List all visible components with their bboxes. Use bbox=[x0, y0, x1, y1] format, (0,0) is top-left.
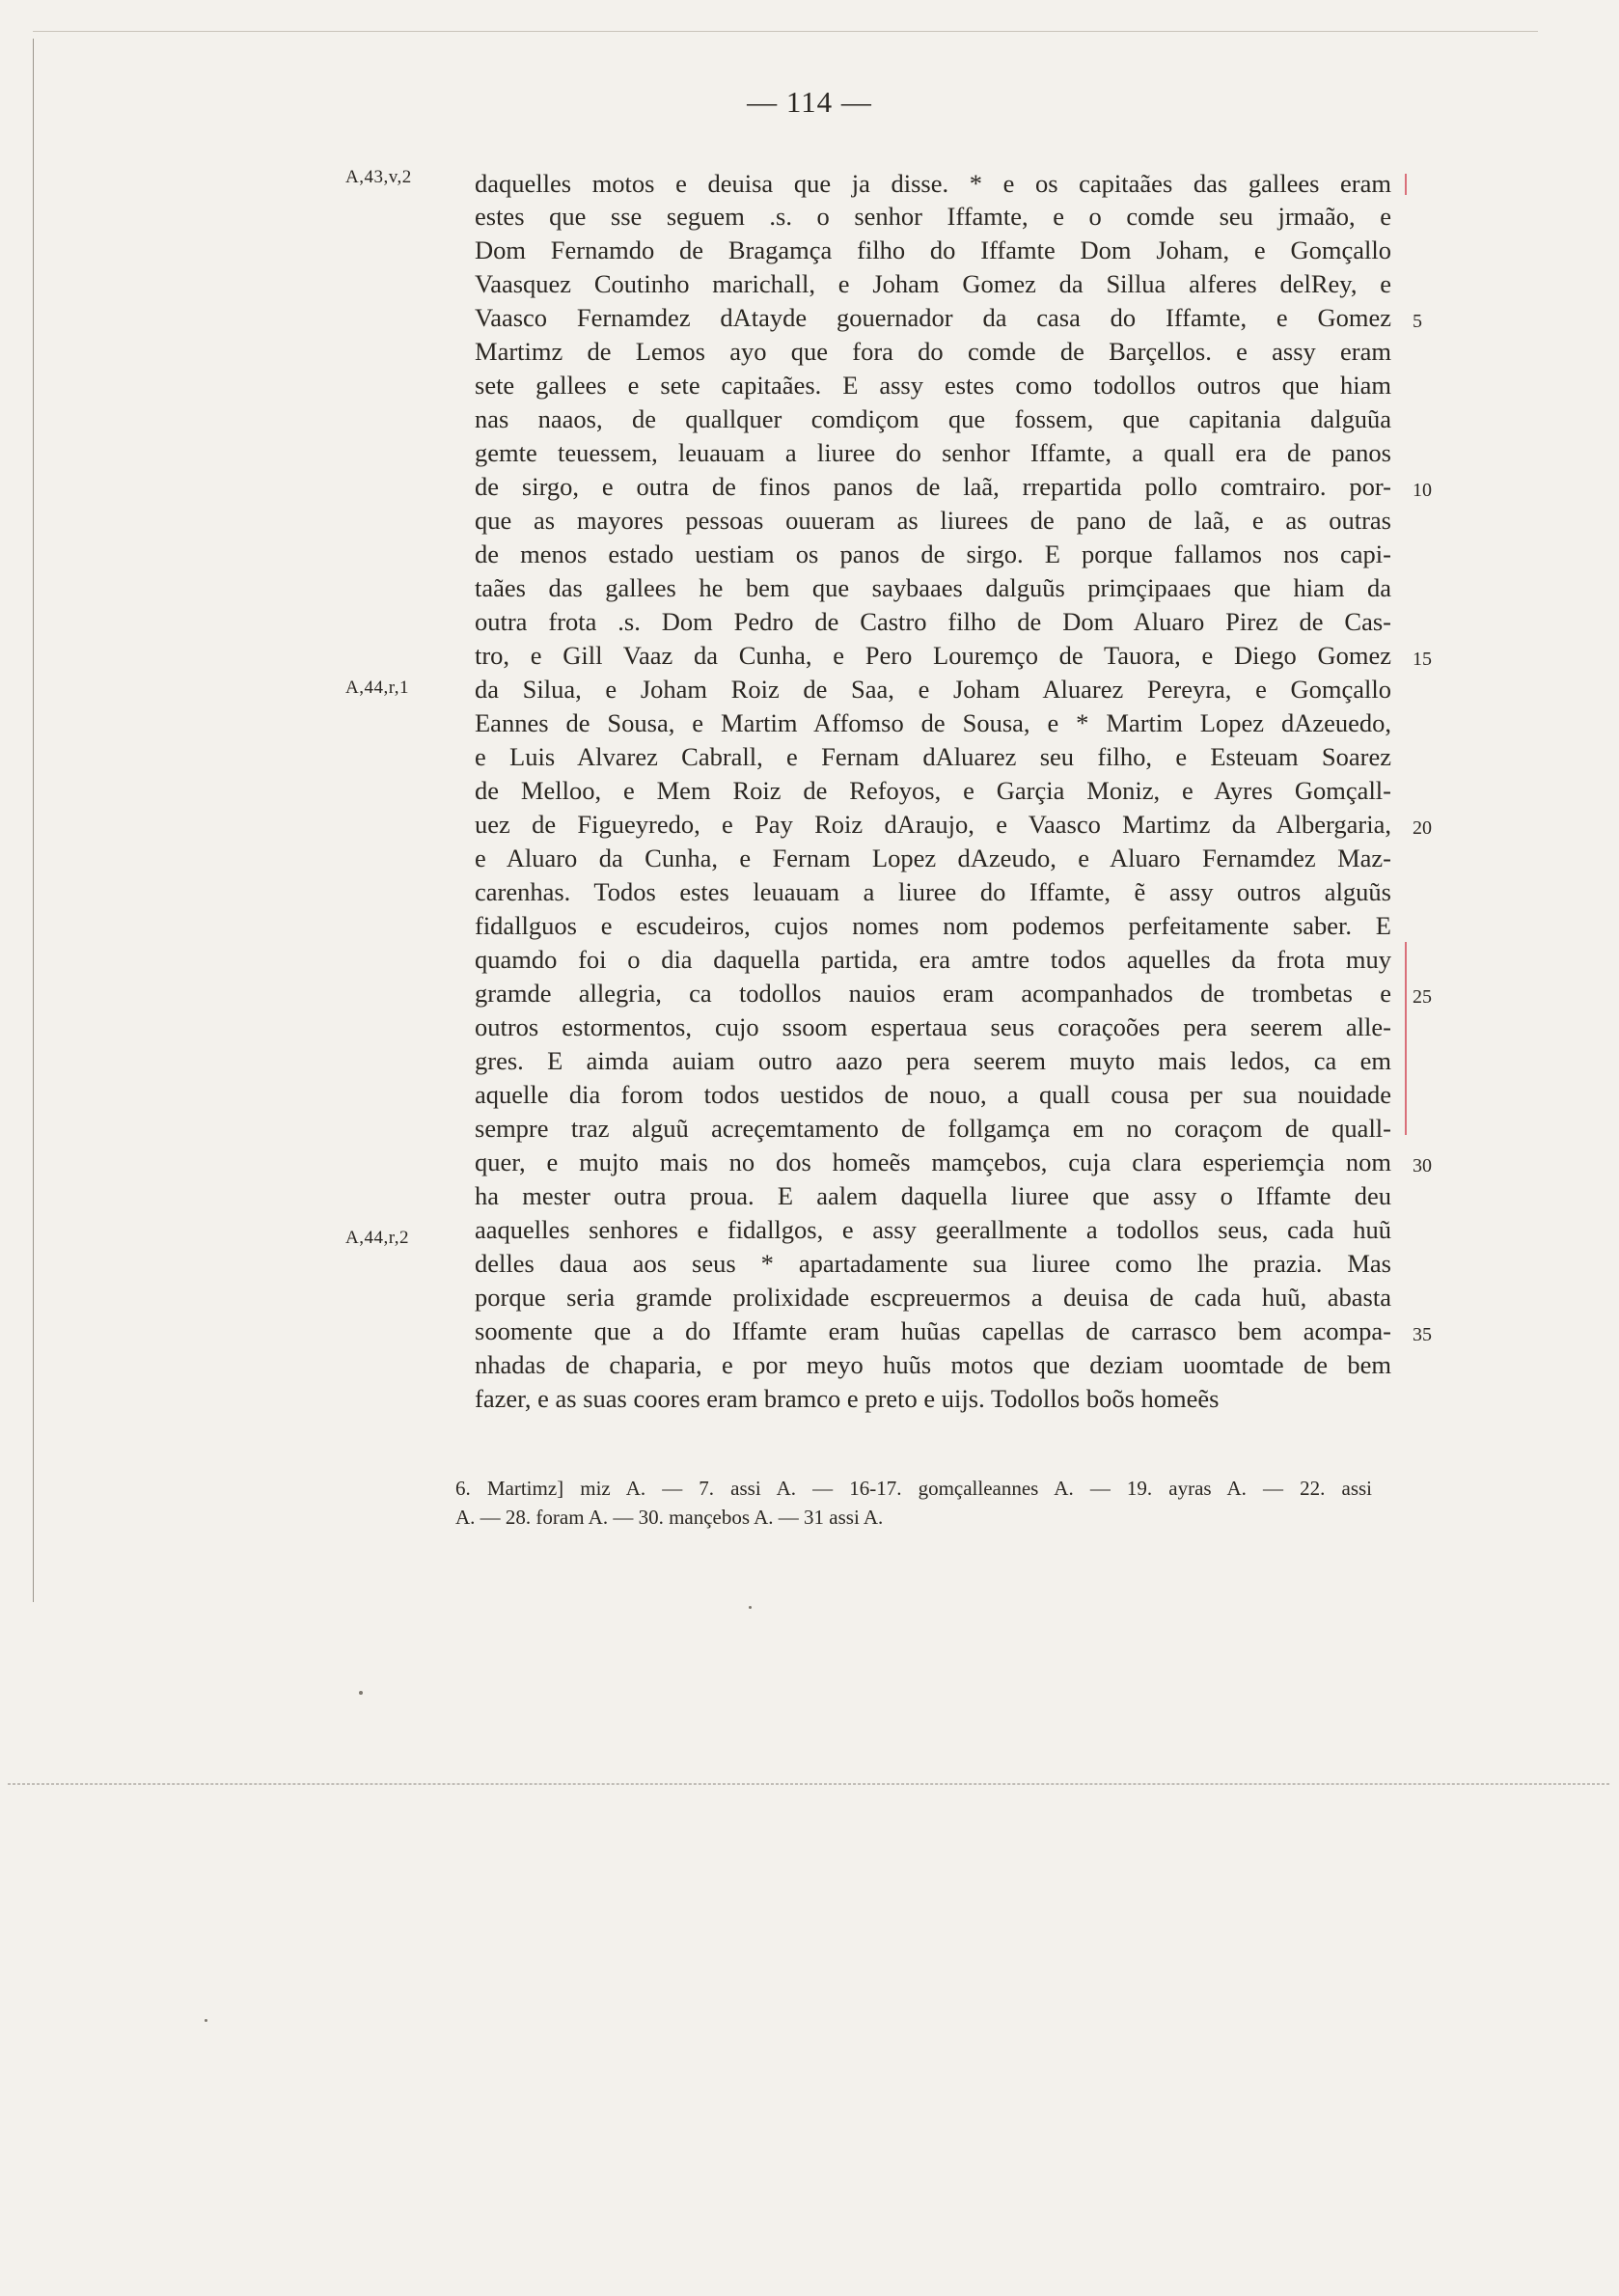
text-line: quamdo foi o dia daquella partida, era amtre todos aquelles da frota muy bbox=[475, 945, 1391, 974]
text-line: quer, e mujto mais no dos homeẽs mamçebos, cuja clara esperiemçia nom bbox=[475, 1148, 1391, 1176]
paper-speck bbox=[749, 1606, 752, 1609]
text-line: Dom Fernamdo de Bragamça filho do Iffamte Dom Joham, e Gomçallo bbox=[475, 235, 1391, 264]
text-line: uez de Figueyredo, e Pay Roiz dAraujo, e Vaasco Martimz da Albergaria, bbox=[475, 810, 1391, 839]
paper-speck bbox=[359, 1691, 363, 1695]
text-line: outra frota .s. Dom Pedro de Castro filho de Dom Aluaro Pirez de Cas- bbox=[475, 607, 1391, 636]
manuscript-reference-2: A,44,r,1 bbox=[345, 678, 410, 698]
red-margin-mark bbox=[1405, 174, 1407, 195]
text-line: gramde allegria, ca todollos nauios eram acompanhados de trombetas e bbox=[475, 979, 1391, 1008]
text-line: Vaasco Fernamdez dAtayde gouernador da casa do Iffamte, e Gomez bbox=[475, 303, 1391, 332]
line-number: 15 bbox=[1413, 649, 1432, 670]
line-number: 30 bbox=[1413, 1155, 1432, 1176]
text-line: nhadas de chaparia, e por meyo huũs motos que deziam uoomtade de bem bbox=[475, 1350, 1391, 1379]
top-edge-rule bbox=[33, 31, 1538, 32]
text-line: fazer, e as suas coores eram bramco e preto e uijs. Todollos boõs homeẽs bbox=[475, 1384, 1220, 1413]
text-line: que as mayores pessoas ouueram as liurees de pano de laã, e as outras bbox=[475, 506, 1391, 535]
text-line: carenhas. Todos estes leuauam a liuree do Iffamte, ẽ assy outros alguũs bbox=[475, 877, 1391, 906]
text-line: estes que sse seguem .s. o senhor Iffamte, e o comde seu jrmaão, e bbox=[475, 202, 1391, 231]
text-line: fidallguos e escudeiros, cujos nomes nom podemos perfeitamente saber. E bbox=[475, 911, 1391, 940]
text-line: sempre traz alguũ acreçemtamento de follgamça em no coraçom de quall- bbox=[475, 1114, 1391, 1143]
line-number: 35 bbox=[1413, 1324, 1432, 1345]
text-line: gemte teuessem, leuauam a liuree do senhor Iffamte, a quall era de panos bbox=[475, 438, 1391, 467]
red-margin-mark bbox=[1405, 942, 1407, 1135]
text-line: Martimz de Lemos ayo que fora do comde de Barçellos. e assy eram bbox=[475, 337, 1391, 366]
line-number: 5 bbox=[1413, 311, 1422, 332]
paper-speck bbox=[205, 2019, 207, 2022]
text-line: porque seria gramde prolixidade escpreuermos a deuisa de cada huũ, abasta bbox=[475, 1283, 1391, 1312]
text-line: aaquelles senhores e fidallgos, e assy geerallmente a todollos seus, cada huũ bbox=[475, 1215, 1391, 1244]
footnote-line: 6. Martimz] miz A. — 7. assi A. — 16-17. gomçalleannes A. — 19. ayras A. — 22. assi bbox=[455, 1477, 1372, 1500]
line-number: 25 bbox=[1413, 986, 1432, 1008]
text-line: daquelles motos e deuisa que ja disse. * e os capitaães das gallees eram bbox=[475, 169, 1391, 198]
manuscript-reference-1: A,43,v,2 bbox=[345, 167, 412, 187]
text-line: gres. E aimda auiam outro aazo pera seerem muyto mais ledos, ca em bbox=[475, 1046, 1391, 1075]
text-line: de menos estado uestiam os panos de sirgo. E porque fallamos nos capi- bbox=[475, 539, 1391, 568]
text-line: e Luis Alvarez Cabrall, e Fernam dAluarez seu filho, e Esteuam Soarez bbox=[475, 742, 1391, 771]
footnote-line: A. — 28. foram A. — 30. mançebos A. — 31 assi A. bbox=[455, 1506, 884, 1529]
text-line: ha mester outra proua. E aalem daquella liuree que assy o Iffamte deu bbox=[475, 1181, 1391, 1210]
text-line: e Aluaro da Cunha, e Fernam Lopez dAzeudo, e Aluaro Fernamdez Maz- bbox=[475, 844, 1391, 872]
text-line: delles daua aos seus * apartadamente sua liuree como lhe prazia. Mas bbox=[475, 1249, 1391, 1278]
text-line: taães das gallees he bem que saybaaes dalguũs primçipaaes que hiam da bbox=[475, 573, 1391, 602]
text-line: de Melloo, e Mem Roiz de Refoyos, e Garçia Moniz, e Ayres Gomçall- bbox=[475, 776, 1391, 805]
text-line: de sirgo, e outra de finos panos de laã, rrepartida pollo comtrairo. por- bbox=[475, 472, 1391, 501]
manuscript-reference-3: A,44,r,2 bbox=[345, 1228, 410, 1248]
text-line: da Silua, e Joham Roiz de Saa, e Joham Aluarez Pereyra, e Gomçallo bbox=[475, 675, 1391, 704]
left-margin-rule bbox=[33, 39, 34, 1602]
text-line: Vaasquez Coutinho marichall, e Joham Gomez da Sillua alferes delRey, e bbox=[475, 269, 1391, 298]
text-line: aquelle dia forom todos uestidos de nouo, a quall cousa per sua nouidade bbox=[475, 1080, 1391, 1109]
page-number: — 114 — bbox=[747, 85, 872, 119]
text-line: sete gallees e sete capitaães. E assy estes como todollos outros que hiam bbox=[475, 371, 1391, 400]
line-number: 20 bbox=[1413, 817, 1432, 839]
line-number: 10 bbox=[1413, 480, 1432, 501]
text-line: tro, e Gill Vaaz da Cunha, e Pero Louremço de Tauora, e Diego Gomez bbox=[475, 641, 1391, 670]
text-line: outros estormentos, cujo ssoom espertaua seus coraçoões pera seerem alle- bbox=[475, 1012, 1391, 1041]
text-line: Eannes de Sousa, e Martim Affomso de Sousa, e * Martim Lopez dAzeuedo, bbox=[475, 708, 1391, 737]
text-line: soomente que a do Iffamte eram huũas capellas de carrasco bem acompa- bbox=[475, 1316, 1391, 1345]
text-line: nas naaos, de quallquer comdiçom que fossem, que capitania dalguũa bbox=[475, 404, 1391, 433]
